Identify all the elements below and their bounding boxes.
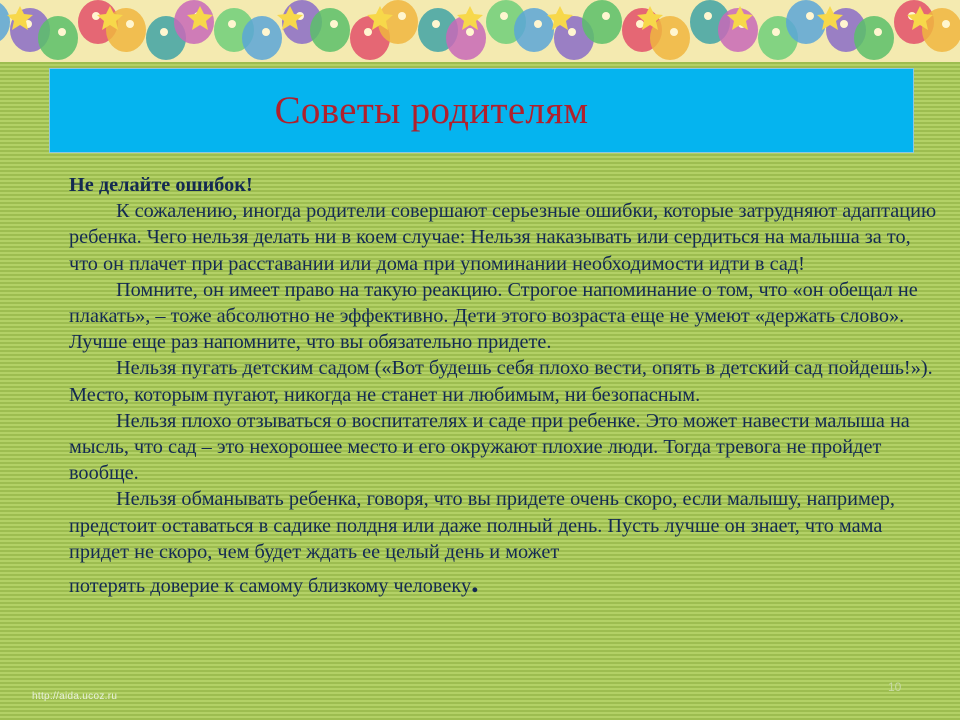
page-number: 10: [888, 680, 902, 694]
title-box: [49, 68, 914, 153]
banner-segment: [854, 16, 894, 60]
closing-period: .: [471, 566, 479, 600]
banner-dot: [772, 28, 780, 36]
banner-dot: [500, 12, 508, 20]
paragraph: Помните, он имеет право на такую реакцию. Строгое напоминание о том, что «он обещал не плакать», – тоже абсолютно не эффективно. Дети этого возраста еще не умеют «держать слово». Лучше еще раз напомните, что вы обязательно придете.: [69, 278, 918, 354]
banner-dot: [704, 12, 712, 20]
banner-dot: [806, 12, 814, 20]
banner-dot: [840, 20, 848, 28]
banner-dot: [58, 28, 66, 36]
caterpillar-pattern-image: [0, 0, 960, 62]
paragraph: Нельзя плохо отзываться о воспитателях и саде при ребенке. Это может навести малыша на мысль, что сад – это нехорошее место и его окружают плохие люди. Тогда тревога не пройдет вообще.: [69, 409, 910, 485]
banner-dot: [466, 28, 474, 36]
banner-dot: [432, 20, 440, 28]
banner-dot: [228, 20, 236, 28]
banner-dot: [330, 20, 338, 28]
body-heading: Не делайте ошибок!: [69, 174, 253, 196]
banner-dot: [568, 28, 576, 36]
banner-dot: [126, 20, 134, 28]
closing-text: потерять доверие к самому близкому человеку: [69, 575, 472, 598]
slide-body: [69, 172, 939, 599]
banner-dot: [160, 28, 168, 36]
decorative-banner: [0, 0, 960, 62]
banner-segment: [310, 8, 350, 52]
banner-dot: [942, 20, 950, 28]
footer-url: http://aida.ucoz.ru: [32, 691, 118, 702]
banner-segment: [514, 8, 554, 52]
paragraph: К сожалению, иногда родители совершают серьезные ошибки, которые затрудняют адаптацию ребенка. Чего нельзя делать ни в коем случае: Нельзя наказывать или сердиться на малыша за то, что он плачет при расставании или дома при упоминании необходимости идти в сад!: [69, 200, 937, 275]
paragraph: Нельзя обманывать ребенка, говоря, что вы придете очень скоро, если малышу, например, предстоит оставаться в садике полдня или даже полный день. Пусть лучше он знает, что мама придет не скоро, чем будет ждать ее целый день и может: [69, 488, 896, 563]
banner-dot: [874, 28, 882, 36]
banner-segment: [582, 0, 622, 44]
closing-line: [69, 566, 939, 600]
banner-segment: [786, 0, 826, 44]
banner-dot: [602, 12, 610, 20]
banner-dot: [364, 28, 372, 36]
banner-dot: [670, 28, 678, 36]
banner-segment: [242, 16, 282, 60]
banner-dot: [262, 28, 270, 36]
paragraph: Нельзя пугать детским садом («Вот будешь себя плохо вести, опять в детский сад пойдешь!»). Место, которым пугают, никогда не станет ни любимым, ни безопасным.: [69, 357, 933, 406]
slide-title: Советы родителям: [274, 89, 589, 132]
banner-dot: [398, 12, 406, 20]
banner-dot: [534, 20, 542, 28]
banner-segment: [38, 16, 78, 60]
